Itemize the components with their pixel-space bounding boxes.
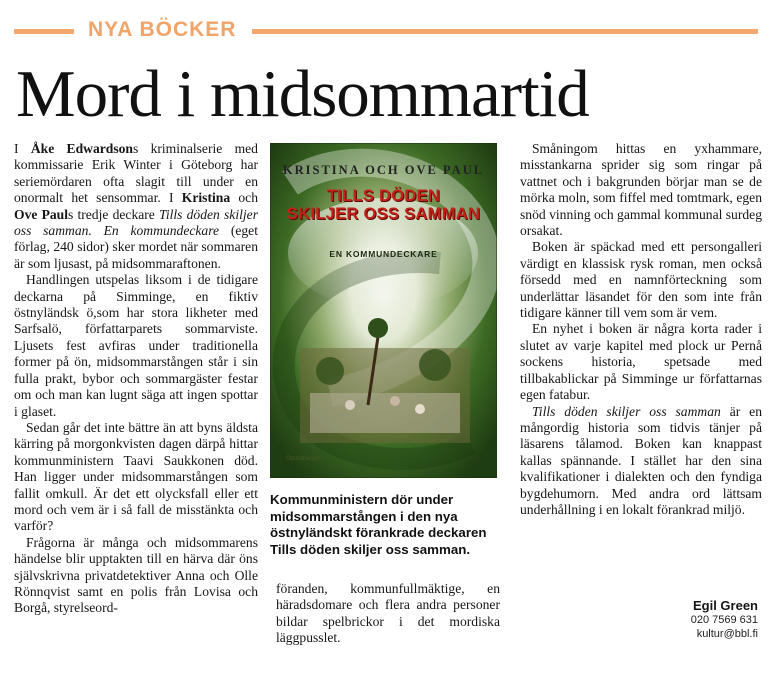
- article-column-2: [276, 581, 500, 647]
- byline: [691, 598, 758, 641]
- headline: Mord i midsommartid: [16, 57, 589, 131]
- author-name: Kristina: [181, 190, 231, 206]
- article-column-1: [14, 141, 258, 617]
- byline-phone: 020 7569 631: [690, 614, 758, 626]
- paragraph-5: Småningom hittas en yxhammare, misstankarna sprider sig som ringar på vattnet och i bakgrunden börjar man se de mörka moln, som fiffel med tomtmark, egen snöd vinning och gammal kommunal surdeg orsakat.: [520, 141, 763, 239]
- cover-publisher-logo: Opusliberum: [286, 456, 321, 462]
- paragraph-3: Sedan går det inte bättre än att byns äldsta kärring på morgonkvisten dagen därpå hittar kommunministern Taavi Saukkonen död. Han ligger under midsommarstången som fallit omkull. Är det ett olycksfall eller ett mord och vem är i så fall de misstänkta och varför?: [14, 419, 258, 534]
- text-run: (eget förlag, 240 sidor) sker mordet när sommaren är som ljusast, på midsommaraftonen.: [14, 223, 258, 271]
- image-caption: Kommunministern dör under midsommarstången i den nya östnyländskt förankrade deckaren Tills döden skiljer oss samman.: [270, 492, 487, 557]
- text-run: s tredje deckare: [68, 206, 160, 222]
- cover-title-line-1: TILLS DÖDEN: [326, 187, 441, 205]
- paragraph-2: Handlingen utspelas liksom i de tidigare deckarna på Simminge, en fiktiv östnyländsk ö,som har stora likheter med Sarfsalö, författarparets sommarviste. Ljusets fest avfiras under traditionella former på ön, midsommarstången står i sin fulla prakt, bybor och sommargäster festar om och man kan lugnt säga att ingen spottar i glaset.: [14, 272, 258, 419]
- article-column-3: [520, 141, 762, 518]
- cover-title: [272, 187, 495, 223]
- cover-author-line: KRISTINA OCH OVE PAUL: [282, 163, 485, 177]
- paragraph-7: En nyhet i boken är några korta rader i slutet av varje kapitel med plock ur Pernå sockens historia, spetsade med tillbakablickar på Simminge ur författarnas egen fatabur.: [520, 321, 762, 403]
- paragraph-continued: föranden, kommunfullmäktige, en häradsdomare och flera andra personer bildar spelbrickor i det mordiska läggpusslet.: [276, 581, 500, 646]
- book-cover-image: [270, 143, 497, 478]
- section-rule-left: [14, 29, 74, 34]
- text-run: s kriminalserie med kommissarie Erik Winter i Göteborg har seriemördaren ofta slagit till under en onormalt het sensommar. I: [14, 141, 258, 206]
- cover-subtitle: EN KOMMUNDECKARE: [329, 249, 438, 259]
- cover-title-line-2: SKILJER OSS SAMMAN: [286, 205, 481, 223]
- paragraph-6: Boken är späckad med ett persongalleri värdigt en klassisk rysk roman, men också försedd med en namnförteckning som underlättar läsandet för den som inte från tidigare känner till vem som är vem.: [520, 239, 762, 321]
- paragraph-4: Frågorna är många och midsommarens händelse blir upptakten till en härva där öns självskrivna privatdetektiver Anna och Olle Rönnqvist samt en polis från Lovisa och Borgå, styrelseord-: [14, 534, 258, 616]
- byline-author: Egil Green: [692, 598, 758, 613]
- book-title: Tills döden skiljer oss samman. En kommundeckare: [14, 206, 258, 239]
- section-kicker: NYA BÖCKER: [88, 18, 237, 41]
- paragraph-8: [520, 404, 762, 519]
- text-run: I: [14, 141, 31, 156]
- byline-email: kultur@bbl.fi: [696, 627, 758, 640]
- author-name: Åke Edwardson: [30, 141, 133, 156]
- paragraph-1: [14, 141, 258, 272]
- text-run: och: [230, 190, 259, 206]
- author-name: Ove Paul: [14, 206, 69, 222]
- text-run: är en mångordig historia som tidvis tänjer på läsarens tålamod. Boken kan knappast kallas spännande. I stället har den sina kvalifikationer i dialekten och den fyndiga bygdehumorn. Med andra ord lättsam underhållning i en lokalt förankrad miljö.: [520, 403, 762, 517]
- book-title: Tills döden skiljer oss samman: [532, 403, 721, 419]
- section-rule-right: [252, 29, 758, 34]
